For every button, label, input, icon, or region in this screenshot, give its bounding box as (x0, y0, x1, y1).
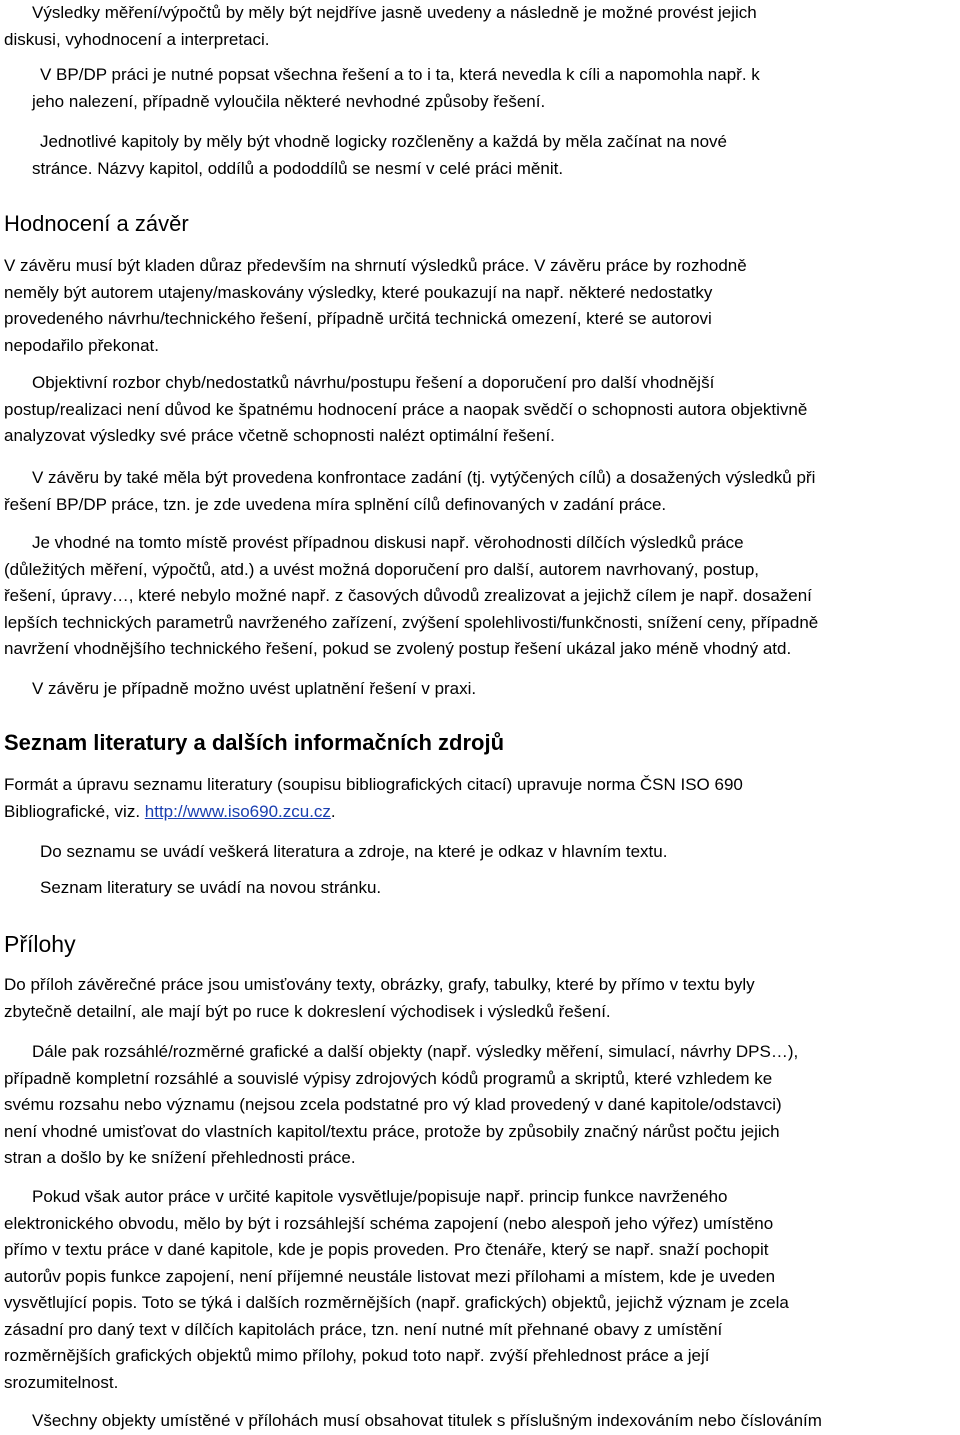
paragraph-results (4, 0, 958, 53)
text-line: stran a došlo by ke snížení přehlednosti práce. (4, 1148, 356, 1167)
paragraph-appendix-schematics (4, 1184, 958, 1396)
text-line: neměly být autorem utajeny/maskovány výsledky, které poukazují na např. některé nedostatky (4, 282, 713, 302)
text-line: provedeného návrhu/technického řešení, případně určitá technická omezení, které se autorovi (4, 309, 712, 328)
text-line: V závěru je případně možno uvést uplatnění řešení v praxi. (32, 679, 477, 698)
text-line: případně kompletní rozsáhlé a souvislé výpisy zdrojových kódů programů a skriptů, které vzhledem ke (4, 1068, 773, 1088)
paragraph-confrontation (4, 465, 958, 518)
text-fragment: Bibliografické, viz. (4, 801, 145, 821)
paragraph-bibliography-sources (4, 839, 958, 866)
text-line: srozumitelnost. (4, 1372, 119, 1392)
paragraph-chapters (4, 129, 958, 182)
paragraph-bibliography-format (4, 772, 958, 825)
text-line: Do příloh závěrečné práce jsou umisťovány texty, obrázky, grafy, tabulky, které by přímo v textu byly (4, 975, 755, 994)
text-line: postup/realizaci není důvod ke špatnému hodnocení práce a naopak svědčí o schopnosti autora objektivně (4, 399, 808, 419)
text-line: elektronického obvodu, mělo by být i rozsáhlejší schéma zapojení (nebo alespoň jeho výřez) umístěno (4, 1213, 774, 1233)
text-line: Objektivní rozbor chyb/nedostatků návrhu/postupu řešení a doporučení pro další vhodnější (32, 373, 715, 392)
text-line: Je vhodné na tomto místě provést případnou diskusi např. věrohodnosti dílčích výsledků práce (32, 533, 744, 552)
text-line: Formát a úpravu seznamu literatury (soupisu bibliografických citací) upravuje norma ČSN ISO 690 (4, 775, 743, 794)
text-line: vysvětlující popis. Toto se týká i dalších rozměrnějších (např. grafických) objektů, jejichž význam je zcela (4, 1293, 789, 1312)
text-line: Pokud však autor práce v určité kapitole vysvětluje/popisuje např. princip funkce navrženého (32, 1187, 728, 1206)
text-line: řešení, úpravy…, které nebylo možné např. z časových důvodů zrealizovat a jejichž cílem je např. dosažení (4, 586, 812, 605)
text-line: (důležitých měření, výpočtů, atd.) a uvést možná doporučení pro další, autorem navrhovaný, postup, (4, 559, 760, 579)
paragraph-error-analysis (4, 370, 958, 450)
text-line (4, 799, 958, 826)
text-fragment: . (330, 801, 336, 821)
text-line: diskusi, vyhodnocení a interpretaci. (4, 29, 270, 49)
text-line: není vhodné umisťovat do vlastních kapitol/textu práce, protože by způsobily značný nárůst počtu jejich (4, 1121, 780, 1141)
text-line: autorův popis funkce zapojení, není příjemné neustále listovat mezi přílohami a místem, kde je uveden (4, 1266, 776, 1286)
text-line: navržení vhodnějšího technického řešení, pokud se zvolený postup řešení ukázal jako méně vhodný atd. (4, 639, 792, 658)
text-line: Dále pak rozsáhlé/rozměrné grafické a další objekty (např. výsledky měření, simulací, návrhy DPS…), (32, 1042, 799, 1061)
text-line: nepodařilo překonat. (4, 335, 160, 355)
iso690-link[interactable]: http://www.iso690.zcu.cz (144, 801, 331, 821)
text-line: V závěru by také měla být provedena konfrontace zadání (tj. vytýčených cílů) a dosažených výsledků při (32, 468, 816, 487)
text-line: svému rozsahu nebo významu (nejsou zcela podstatné pro vý klad provedený v dané kapitole/odstavci) (4, 1095, 782, 1114)
text-line: zásadní pro daný text v dílčích kapitolách práce, tzn. není nutné mít přehnané obavy z umístění (4, 1319, 723, 1339)
text-line: Do seznamu se uvádí veškerá literatura a zdroje, na které je odkaz v hlavním textu. (40, 842, 668, 861)
text-line: zbytečně detailní, ale mají být po ruce k dokreslení východisek i výsledků řešení. (4, 1001, 611, 1021)
paragraph-discussion (4, 530, 958, 663)
text-line: přímo v textu práce v dané kapitole, kde je popis proveden. Pro čtenáře, který se např. snaží pochopit (4, 1240, 769, 1259)
paragraph-appendix-large-objects (4, 1039, 958, 1172)
section-heading-evaluation: Hodnocení a závěr (4, 211, 189, 236)
text-line: stránce. Názvy kapitol, oddílů a pododdílů se nesmí v celé práci měnit. (32, 158, 564, 178)
paragraph-appendix-contents (4, 972, 958, 1025)
text-line: V BP/DP práci je nutné popsat všechna řešení a to i ta, která nevedla k cíli a napomohla např. k (40, 65, 760, 84)
text-line: Seznam literatury se uvádí na novou stránku. (40, 878, 382, 897)
section-heading-appendices: Přílohy (4, 931, 76, 957)
paragraph-appendix-captions (4, 1408, 958, 1435)
text-line: řešení BP/DP práce, tzn. je zde uvedena míra splnění cílů definovaných v zadání práce. (4, 494, 667, 514)
text-line: jeho nalezení, případně vyloučila některé nevhodné způsoby řešení. (32, 91, 546, 111)
text-line: rozměrnějších grafických objektů mimo přílohy, pokud toto např. zvýší přehlednost práce a její (4, 1346, 710, 1365)
text-line: Všechny objekty umístěné v přílohách musí obsahovat titulek s příslušným indexováním nebo číslováním (32, 1411, 822, 1430)
paragraph-practice (4, 676, 958, 703)
paragraph-conclusion (4, 253, 958, 359)
paragraph-all-solutions (4, 62, 958, 115)
paragraph-bibliography-page (4, 875, 958, 902)
text-line: lepších technických parametrů navrženého zařízení, zvýšení spolehlivosti/funkčnosti, snížení ceny, případně (4, 612, 819, 632)
text-line: analyzovat výsledky své práce včetně schopnosti nalézt optimální řešení. (4, 426, 555, 445)
text-line: V závěru musí být kladen důraz především na shrnutí výsledků práce. V závěru práce by rozhodně (4, 256, 747, 275)
section-heading-bibliography: Seznam literatury a dalších informačních zdrojů (4, 730, 505, 755)
text-line: Jednotlivé kapitoly by měly být vhodně logicky rozčleněny a každá by měla začínat na nové (40, 132, 727, 151)
text-line: Výsledky měření/výpočtů by měly být nejdříve jasně uvedeny a následně je možné provést jejich (32, 3, 757, 22)
